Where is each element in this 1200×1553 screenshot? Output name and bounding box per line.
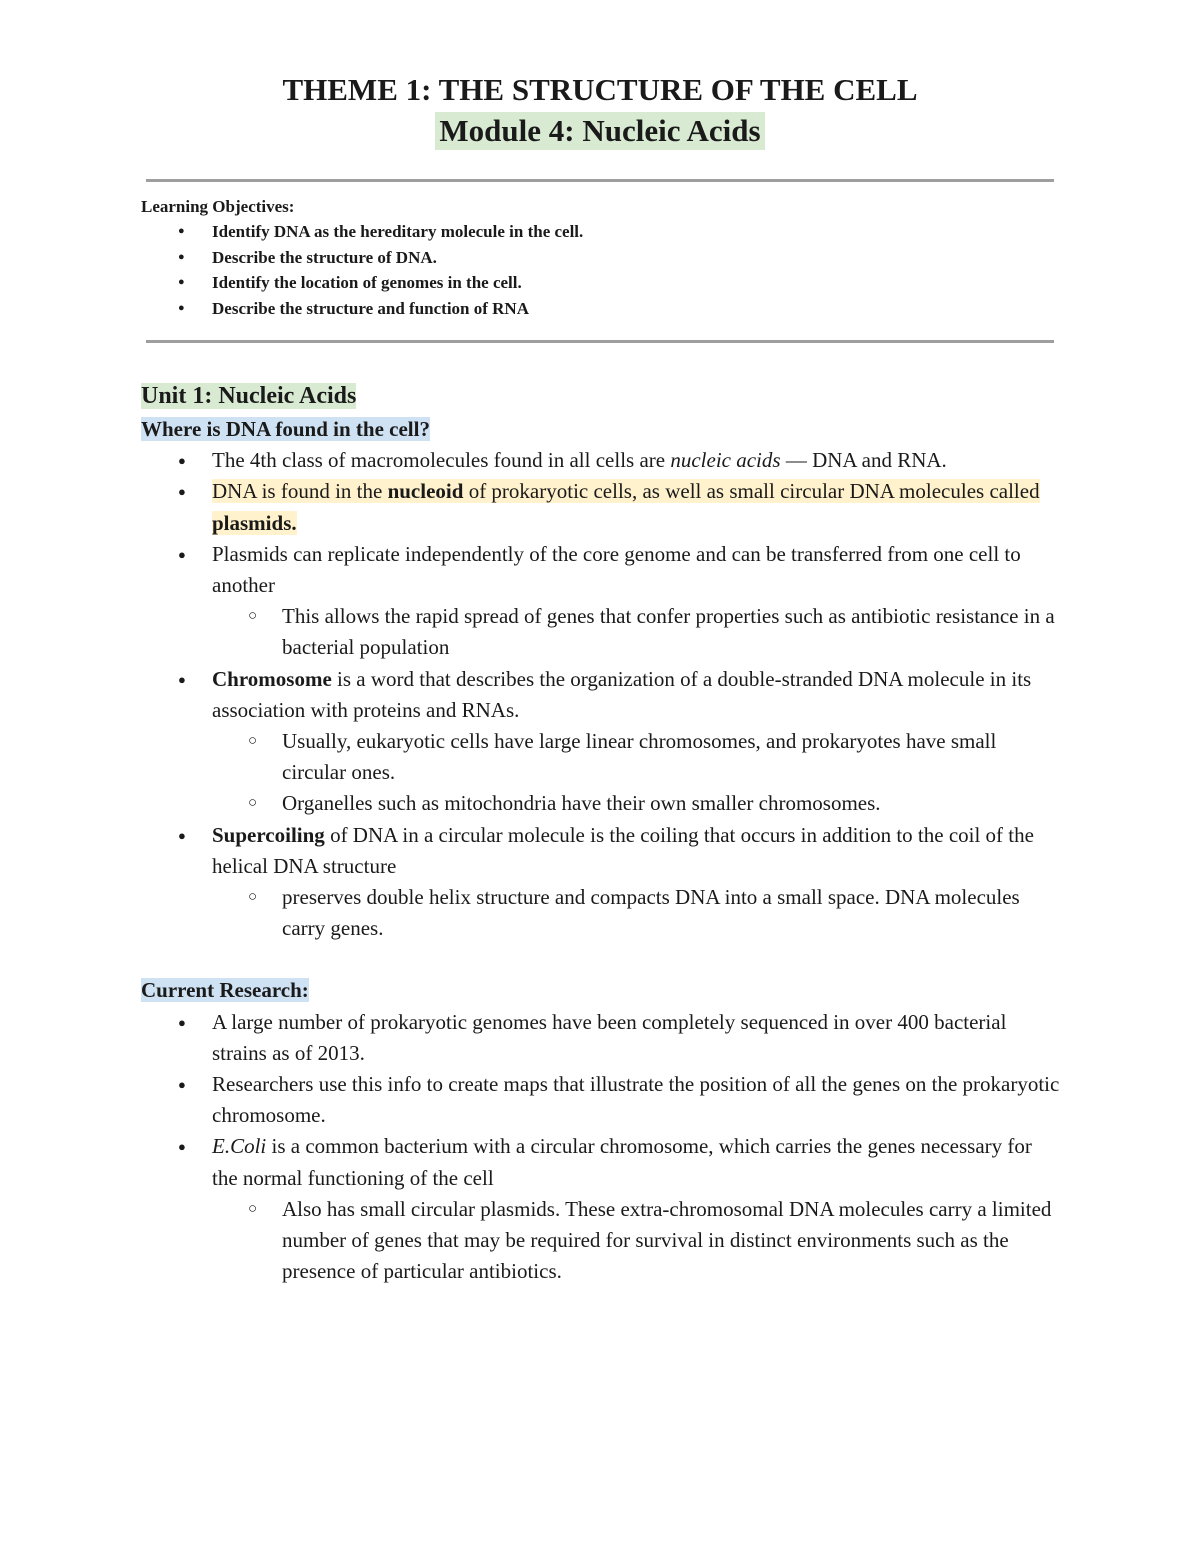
objective-item: ● Identify DNA as the hereditary molecule in the cell. <box>141 219 1053 245</box>
text-run: — DNA and RNA. <box>780 448 947 473</box>
list-item: ● Plasmids can replicate independently of the core genome and can be transferred from one cell to another <box>141 539 1061 601</box>
list-item <box>141 445 1061 476</box>
plasmids-term: plasmids. <box>212 510 297 535</box>
text-run: of prokaryotic cells, as well as small circular DNA molecules called <box>463 479 1040 504</box>
objective-item: ● Describe the structure of DNA. <box>141 245 1053 271</box>
sub-list-item: ○ Also has small circular plasmids. These extra-chromosomal DNA molecules carry a limited number of genes that may be required for survival in distinct environments such as the presence of particular antibiotics. <box>141 1194 1061 1288</box>
dna-location-list <box>141 445 1061 944</box>
text-run: is a common bacterium with a circular chromosome, which carries the genes necessary for the normal functioning of the cell <box>212 1134 1032 1190</box>
sub-list-item: ○ preserves double helix structure and compacts DNA into a small space. DNA molecules carry genes. <box>141 882 1061 944</box>
supercoiling-term: Supercoiling <box>212 822 325 847</box>
sub-list-item: ○ Usually, eukaryotic cells have large linear chromosomes, and prokaryotes have small circular ones. <box>141 726 1061 788</box>
text-run: of DNA in a circular molecule is the coiling that occurs in addition to the coil of the helical DNA structure <box>212 822 1034 878</box>
nucleic-acids-term: nucleic acids <box>670 448 781 473</box>
highlighted-text <box>212 479 1040 534</box>
unit-title <box>141 378 1061 414</box>
objectives-list <box>141 219 1053 321</box>
list-item-highlighted <box>141 476 1061 538</box>
current-research-list <box>141 1007 1061 1288</box>
text-run: DNA is found in the <box>212 479 388 504</box>
objectives-heading: Learning Objectives: <box>141 197 295 216</box>
unit-content <box>141 378 1061 1287</box>
sub-list-item: ○ This allows the rapid spread of genes that confer properties such as antibiotic resistance in a bacterial population <box>141 601 1061 663</box>
divider-top <box>146 179 1054 182</box>
unit-title-text: Unit 1: Nucleic Acids <box>141 383 357 409</box>
learning-objectives <box>141 195 1053 321</box>
divider-bottom <box>146 340 1054 343</box>
section-heading-dna-location <box>141 414 1061 445</box>
module-title: Module 4: Nucleic Acids <box>435 112 764 150</box>
section-heading-text: Where is DNA found in the cell? <box>141 417 430 441</box>
section-heading-text: Current Research: <box>141 978 309 1003</box>
chromosome-term: Chromosome <box>212 666 332 691</box>
text-run: The 4th class of macromolecules found in all cells are <box>212 448 671 473</box>
ecoli-term: E.Coli <box>212 1134 267 1159</box>
spacer <box>141 944 1061 975</box>
title-block <box>0 70 1200 150</box>
objective-item: ● Identify the location of genomes in the cell. <box>141 270 1053 296</box>
nucleoid-term: nucleoid <box>387 479 464 504</box>
section-heading-current-research <box>141 975 1061 1006</box>
list-item: ● A large number of prokaryotic genomes have been completely sequenced in over 400 bacterial strains as of 2013. <box>141 1007 1061 1069</box>
sub-list-item: ○ Organelles such as mitochondria have their own smaller chromosomes. <box>141 788 1061 819</box>
list-item <box>141 664 1061 726</box>
objective-item: ● Describe the structure and function of RNA <box>141 296 1053 322</box>
list-item: ● Researchers use this info to create maps that illustrate the position of all the genes on the prokaryotic chromosome. <box>141 1069 1061 1131</box>
list-item <box>141 1131 1061 1193</box>
theme-title: THEME 1: THE STRUCTURE OF THE CELL <box>282 72 918 107</box>
list-item <box>141 820 1061 882</box>
text-run: is a word that describes the organization of a double-stranded DNA molecule in its association with proteins and RNAs. <box>212 666 1032 722</box>
